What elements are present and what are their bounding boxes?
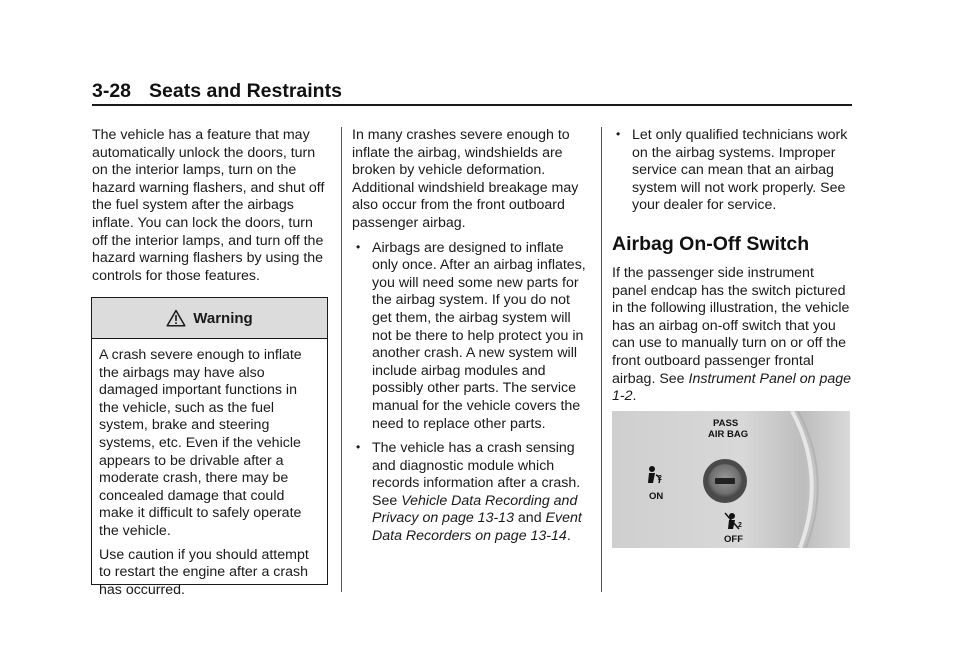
conjunction-text: and [517, 510, 542, 527]
col3-bullet-list [612, 127, 852, 215]
warning-title: Warning [193, 309, 253, 327]
column-divider-1 [341, 127, 342, 592]
off-icon-number: 2 [738, 522, 742, 529]
page-number: 3-28 [92, 80, 132, 102]
period-text: . [632, 388, 637, 405]
header-rule [92, 104, 852, 106]
vehicle-data-recording-reference: Vehicle Data Recording and Privacy on page 13-13 [372, 492, 578, 527]
list-item [352, 240, 592, 434]
bullet-text: Let only qualified technicians work on the airbag systems. Improper service can mean that an airbag system will not work properly. See your dealer for service. [632, 127, 848, 214]
airbag-switch-text [612, 265, 852, 406]
column-1 [92, 127, 332, 285]
col2-bullet-list [352, 240, 592, 546]
warning-paragraph-1: A crash severe enough to inflate the airbags may have also damaged important functions in the vehicle, such as the fuel system, brake and steering systems, etc. Even if the vehicle appears to be drivable after a moderate crash, there may be concealed damage that could make it difficult to safely operate the vehicle. [99, 347, 302, 539]
col2-intro-paragraph: In many crashes severe enough to inflate the airbag, windshields are broken by vehicle deformation. Additional windshield breakage may also occur from the front outboard passenger airbag. [352, 127, 579, 231]
event-data-recorders-reference: Event Data Recorders on page 13-14 [372, 510, 582, 545]
bullet-text: Airbags are designed to inflate only once. After an airbag inflates, you will need some new parts for the airbag system. If you do not get them, the airbag system will not be there to help protect you in another crash. A new system will include airbag modules and possibly other parts. The service manual for the vehicle covers the need to replace other parts. [372, 239, 586, 432]
switch-panel-graphic [612, 411, 850, 548]
period-text: . [566, 528, 571, 545]
page-header [92, 80, 342, 103]
section-title: Seats and Restraints [149, 80, 342, 102]
warning-paragraph-2: Use caution if you should attempt to restart the engine after a crash has occurred. [99, 546, 309, 598]
body-text: If the passenger side instrument panel endcap has the switch pictured in the following illustration, the vehicle has an airbag on-off switch that you can use to manually turn on or off the front outboard passenger frontal airbag. See [612, 265, 850, 387]
warning-box [91, 297, 328, 598]
intro-paragraph: The vehicle has a feature that may automatically unlock the doors, turn on the interior lamps, turn on the hazard warning flashers, and shut off the fuel system after the airbags inflate. You can lock the doors, turn off the interior lamps, and turn off the hazard warning flashers by using the controls for those features. [92, 127, 325, 284]
airbag-switch-heading: Airbag On-Off Switch [612, 233, 810, 255]
on-label: ON [649, 491, 664, 502]
instrument-panel-reference: Instrument Panel on page 1-2 [612, 370, 852, 405]
list-item [612, 127, 852, 215]
warning-body [92, 339, 327, 599]
off-label: OFF [724, 534, 743, 545]
warning-header [92, 298, 327, 339]
air-bag-label: AIR BAG [708, 429, 749, 440]
column-divider-2 [601, 127, 602, 592]
airbag-switch-illustration [612, 411, 850, 548]
warning-icon [166, 309, 186, 327]
bullet-text: The vehicle has a crash sensing and diagnostic module which records information after a crash. See [372, 440, 581, 509]
column-2 [352, 127, 592, 546]
list-item [352, 440, 592, 546]
on-icon-number: 2 [658, 475, 662, 482]
column-3 [612, 127, 852, 215]
pass-label: PASS [713, 418, 739, 429]
